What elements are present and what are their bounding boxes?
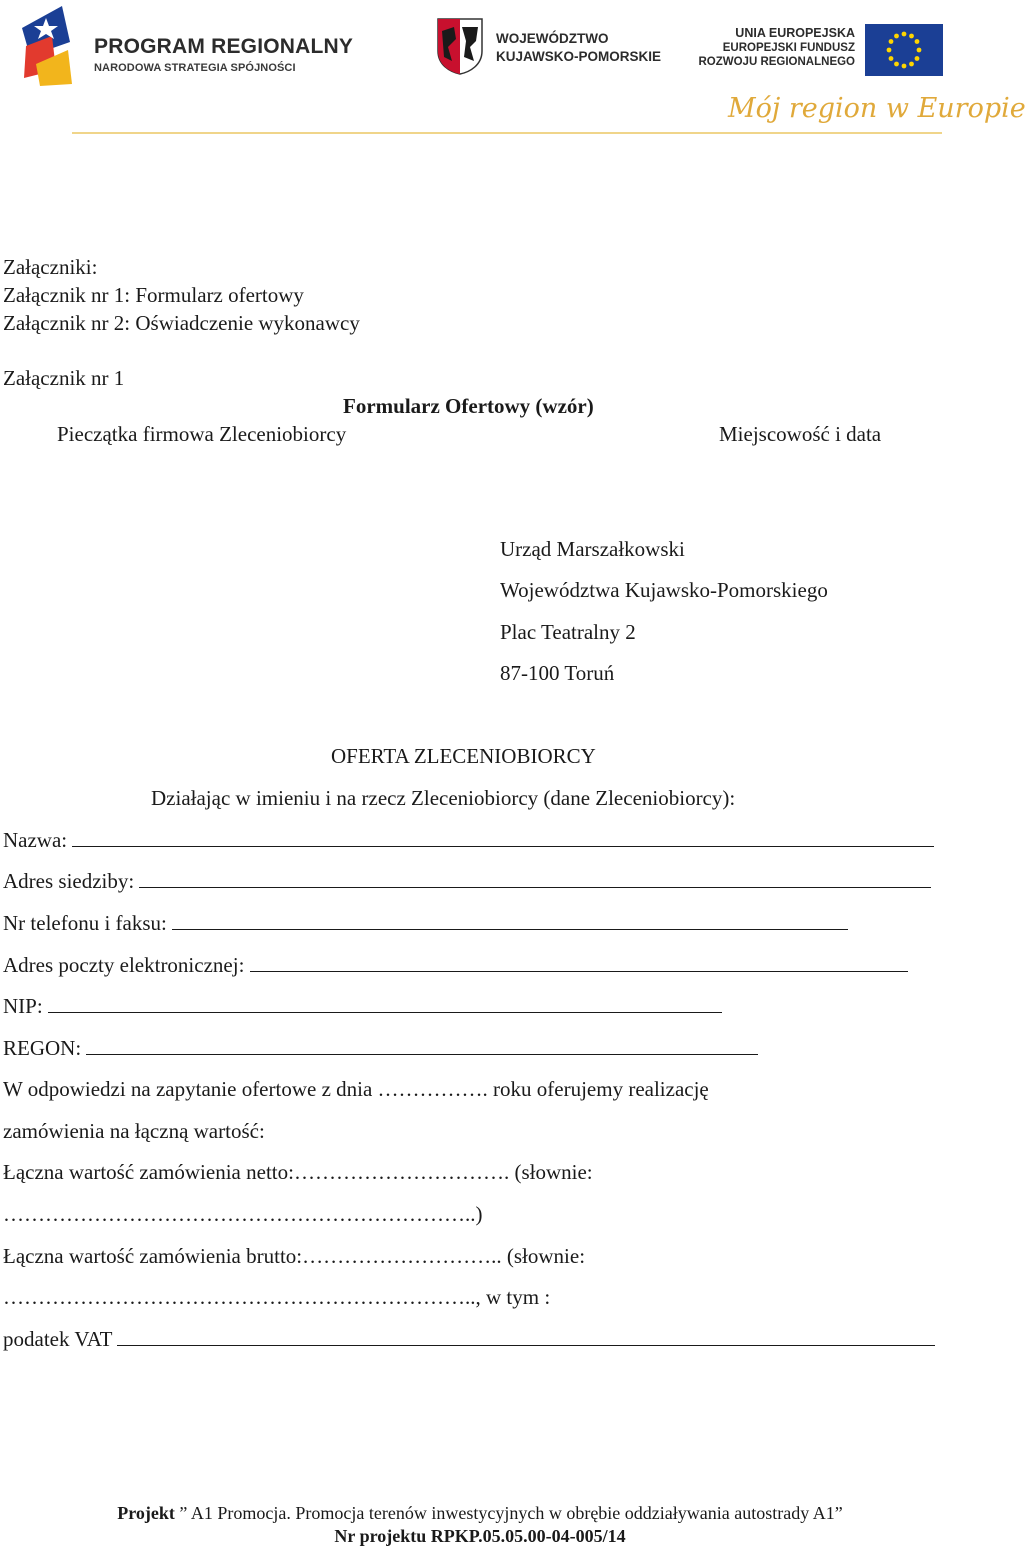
field-vat-line[interactable]	[117, 1327, 935, 1346]
place-date-label: Miejscowość i data	[719, 422, 882, 446]
field-regon-line[interactable]	[86, 1036, 758, 1055]
attachment-item-1: Załącznik nr 1: Formularz ofertowy	[3, 283, 304, 307]
field-email-label: Adres poczty elektronicznej:	[3, 953, 245, 977]
eu-flag-icon	[865, 24, 943, 76]
field-nip	[3, 994, 722, 1018]
field-email-line[interactable]	[250, 953, 908, 972]
header-divider	[72, 132, 942, 134]
wojewodztwo-line2: KUJAWSKO-POMORSKIE	[496, 49, 662, 64]
field-telefon	[3, 911, 848, 935]
field-telefon-line[interactable]	[172, 911, 848, 930]
field-nazwa-label: Nazwa:	[3, 828, 68, 852]
footer-project-number: Nr projektu RPKP.05.05.00-04-005/14	[334, 1526, 626, 1546]
field-vat-label: podatek VAT	[3, 1327, 113, 1351]
field-vat	[3, 1327, 935, 1351]
program-subtitle: NARODOWA STRATEGIA SPÓJNOŚCI	[94, 62, 296, 74]
reply-line2: zamówienia na łączną wartość:	[3, 1119, 265, 1143]
field-email	[3, 953, 908, 977]
program-regionalny-logo	[22, 6, 352, 86]
field-adres-siedziby-line[interactable]	[139, 869, 931, 888]
field-telefon-label: Nr telefonu i faksu:	[3, 911, 167, 935]
field-nip-label: NIP:	[3, 994, 43, 1018]
field-nazwa-line[interactable]	[72, 828, 934, 847]
eu-line2: EUROPEJSKI FUNDUSZ	[722, 42, 855, 54]
footer-project	[0, 1502, 960, 1524]
attachment-item-2: Załącznik nr 2: Oświadczenie wykonawcy	[3, 311, 360, 335]
wojewodztwo-line1: WOJEWÓDZTWO	[496, 31, 609, 46]
eu-line1: UNIA EUROPEJSKA	[735, 26, 855, 40]
eu-logo	[698, 24, 943, 76]
field-adres-siedziby-label: Adres siedziby:	[3, 869, 135, 893]
field-regon	[3, 1036, 758, 1060]
recipient-line1: Urząd Marszałkowski	[500, 537, 685, 561]
offer-heading: OFERTA ZLECENIOBIORCY	[331, 744, 596, 768]
form-title: Formularz Ofertowy (wzór)	[343, 394, 594, 418]
brutto-line2: ………………………………………………………….., w tym :	[3, 1285, 551, 1309]
program-title: PROGRAM REGIONALNY	[94, 35, 354, 58]
footer-project-text: ” A1 Promocja. Promocja terenów inwestycyjnych w obrębie oddziaływania autostrady A1”	[174, 1503, 843, 1523]
field-adres-siedziby	[3, 869, 931, 893]
field-nazwa	[3, 828, 934, 852]
brutto-line1: Łączna wartość zamówienia brutto:……………………….. (słownie:	[3, 1244, 586, 1268]
recipient-line3: Plac Teatralny 2	[500, 620, 636, 644]
annex-label: Załącznik nr 1	[3, 366, 125, 390]
eu-line3: ROZWOJU REGIONALNEGO	[698, 56, 855, 68]
recipient-line2: Województwa Kujawsko-Pomorskiego	[500, 578, 828, 602]
footer-project-bold: Projekt	[117, 1503, 175, 1523]
recipient-line4: 87-100 Toruń	[500, 661, 615, 685]
reply-line1: W odpowiedzi na zapytanie ofertowe z dnia ……………. roku oferujemy realizację	[3, 1077, 709, 1101]
field-regon-label: REGON:	[3, 1036, 82, 1060]
netto-line1: Łączna wartość zamówienia netto:…………………………. (słownie:	[3, 1160, 593, 1184]
field-nip-line[interactable]	[48, 994, 722, 1013]
stamp-label: Pieczątka firmowa Zleceniobiorcy	[57, 422, 347, 446]
program-regionalny-logo-icon	[22, 6, 78, 86]
offer-intro: Działając w imieniu i na rzecz Zleceniobiorcy (dane Zleceniobiorcy):	[151, 786, 736, 810]
slogan: Mój region w Europie	[728, 93, 1026, 124]
coat-of-arms-icon	[436, 17, 484, 75]
netto-line2: …………………………………………………………..)	[3, 1202, 483, 1226]
attachments-heading: Załączniki:	[3, 255, 98, 279]
wojewodztwo-logo	[436, 17, 666, 77]
